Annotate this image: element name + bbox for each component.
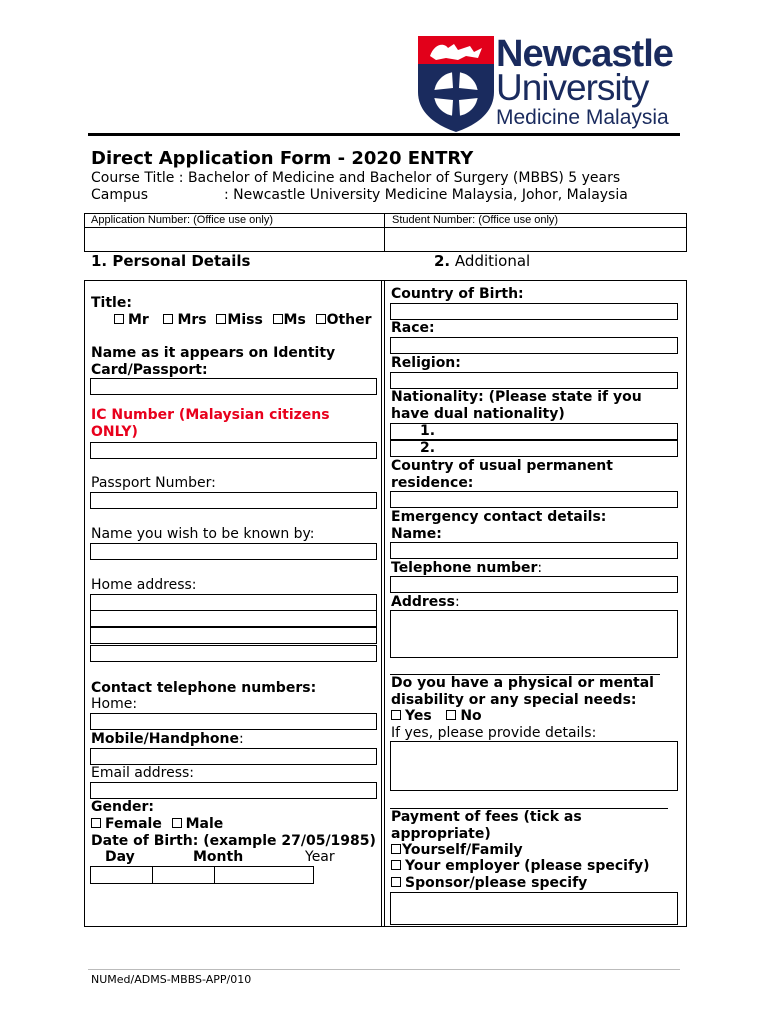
ic-number-input[interactable] <box>91 447 376 462</box>
nationality-2-label: 2. <box>420 440 436 456</box>
known-as-field[interactable] <box>90 543 377 560</box>
mobile-field[interactable] <box>90 748 377 765</box>
title-options <box>114 312 372 329</box>
dob-year-label: Year <box>305 849 335 865</box>
sponsor-details-field[interactable] <box>390 892 678 925</box>
fee-option-employer[interactable]: Your employer (please specify) <box>391 858 650 875</box>
column-divider <box>381 281 382 926</box>
student-number-field[interactable] <box>385 228 686 251</box>
home-address-label: Home address: <box>91 577 197 593</box>
title-mr[interactable]: Mr <box>114 312 149 328</box>
disability-details-field[interactable] <box>390 741 678 791</box>
gender-options <box>91 816 223 833</box>
checkbox-icon <box>114 314 124 324</box>
header-rule <box>88 133 680 136</box>
gender-label: Gender: <box>91 799 154 815</box>
checkbox-icon <box>216 314 226 324</box>
home-address-input-4[interactable] <box>91 650 376 665</box>
home-address-line3[interactable] <box>90 627 377 644</box>
race-label: Race: <box>391 320 435 336</box>
application-number-field[interactable] <box>85 228 384 251</box>
campus-value: : Newcastle University Medicine Malaysia, Johor, Malaysia <box>224 187 628 203</box>
brand-name-line2: University <box>496 67 649 108</box>
brand-name-line3: Medicine Malaysia <box>496 106 669 129</box>
country-birth-label: Country of Birth: <box>391 286 524 302</box>
telephone-field[interactable] <box>390 576 678 593</box>
section-additional: 2. Additional <box>434 252 531 270</box>
passport-input[interactable] <box>91 497 376 512</box>
email-field[interactable] <box>90 782 377 799</box>
home-phone-field[interactable] <box>90 713 377 730</box>
religion-label: Religion: <box>391 355 461 371</box>
checkbox-icon <box>163 314 173 324</box>
emergency-label: Emergency contact details: Name: <box>391 509 607 542</box>
nationality-1-label: 1. <box>420 423 436 439</box>
disability-details-label: If yes, please provide details: <box>391 725 597 741</box>
student-number-label: Student Number: (Office use only) <box>392 214 559 226</box>
residence-field[interactable] <box>390 491 678 508</box>
checkbox-icon <box>391 860 401 870</box>
home-address-line1[interactable] <box>90 594 377 611</box>
footer-code: NUMed/ADMS-MBBS-APP/010 <box>91 973 252 986</box>
disability-label: Do you have a physical or mental disability or any special needs: <box>391 675 654 708</box>
gender-female[interactable]: Female <box>91 816 162 832</box>
checkbox-icon <box>391 844 401 854</box>
disability-no[interactable]: No <box>446 708 481 724</box>
dob-day-label: Day <box>105 849 135 865</box>
address-label: Address: <box>391 594 460 610</box>
fees-label: Payment of fees (tick as appropriate) <box>391 809 582 842</box>
passport-label: Passport Number: <box>91 475 216 491</box>
dob-day-input[interactable] <box>91 870 152 886</box>
home-address-line2[interactable] <box>90 610 377 627</box>
religion-field[interactable] <box>390 372 678 389</box>
fee-option-sponsor[interactable]: Sponsor/please specify <box>391 875 587 892</box>
disability-yes[interactable]: Yes <box>391 708 432 724</box>
race-field[interactable] <box>390 337 678 354</box>
section-personal-details: 1. Personal Details <box>91 252 251 270</box>
nationality-label: Nationality: (Please state if you have dual nationality) <box>391 389 642 422</box>
residence-label: Country of usual permanent residence: <box>391 458 613 491</box>
checkbox-icon <box>91 818 101 828</box>
university-shield-icon <box>418 36 494 132</box>
checkbox-icon <box>391 710 401 720</box>
dob-month-label: Month <box>193 849 244 865</box>
title-label: Title: <box>91 295 132 311</box>
column-divider-2 <box>384 281 385 926</box>
title-ms[interactable]: Ms <box>273 312 306 328</box>
ic-number-label: IC Number (Malaysian citizens ONLY) <box>91 407 330 440</box>
dob-month-field[interactable] <box>152 866 215 884</box>
application-number-label: Application Number: (Office use only) <box>91 214 273 226</box>
email-label: Email address: <box>91 765 195 781</box>
mobile-label: Mobile/Handphone: <box>91 731 244 747</box>
title-mrs[interactable]: Mrs <box>163 312 206 328</box>
home-address-line4[interactable] <box>90 645 377 662</box>
known-as-input[interactable] <box>91 548 376 563</box>
campus-label: Campus <box>91 187 149 203</box>
contact-label: Contact telephone numbers: <box>91 680 317 696</box>
name-input[interactable] <box>91 383 376 398</box>
checkbox-icon <box>172 818 182 828</box>
dob-year-input[interactable] <box>215 870 313 886</box>
disability-options <box>391 708 482 725</box>
dob-label: Date of Birth: (example 27/05/1985) <box>91 833 376 849</box>
university-logo <box>418 33 680 132</box>
name-label: Name as it appears on Identity Card/Passport: <box>91 345 336 378</box>
form-title: Direct Application Form - 2020 ENTRY <box>91 148 474 169</box>
checkbox-icon <box>391 877 401 887</box>
dob-day-field[interactable] <box>90 866 153 884</box>
checkbox-icon <box>273 314 283 324</box>
title-other[interactable]: Other <box>316 312 372 328</box>
footer-rule <box>88 969 680 970</box>
dob-year-field[interactable] <box>214 866 314 884</box>
gender-male[interactable]: Male <box>172 816 224 832</box>
fee-option-self[interactable]: Yourself/Family <box>391 842 523 859</box>
known-as-label: Name you wish to be known by: <box>91 526 315 542</box>
name-field[interactable] <box>90 378 377 395</box>
course-title: Course Title : Bachelor of Medicine and Bachelor of Surgery (MBBS) 5 years <box>91 170 621 186</box>
emergency-name-field[interactable] <box>390 542 678 559</box>
home-phone-label: Home: <box>91 696 138 712</box>
passport-field[interactable] <box>90 492 377 509</box>
emergency-address-field[interactable] <box>390 610 678 658</box>
checkbox-icon <box>446 710 456 720</box>
ic-number-field[interactable] <box>90 442 377 459</box>
title-miss[interactable]: Miss <box>216 312 262 328</box>
office-use-table <box>84 213 687 252</box>
country-birth-field[interactable] <box>390 303 678 320</box>
dob-month-input[interactable] <box>153 870 214 886</box>
brand-name-line1: Newcastle <box>496 33 673 75</box>
checkbox-icon <box>316 314 326 324</box>
telephone-label: Telephone number: <box>391 560 543 576</box>
